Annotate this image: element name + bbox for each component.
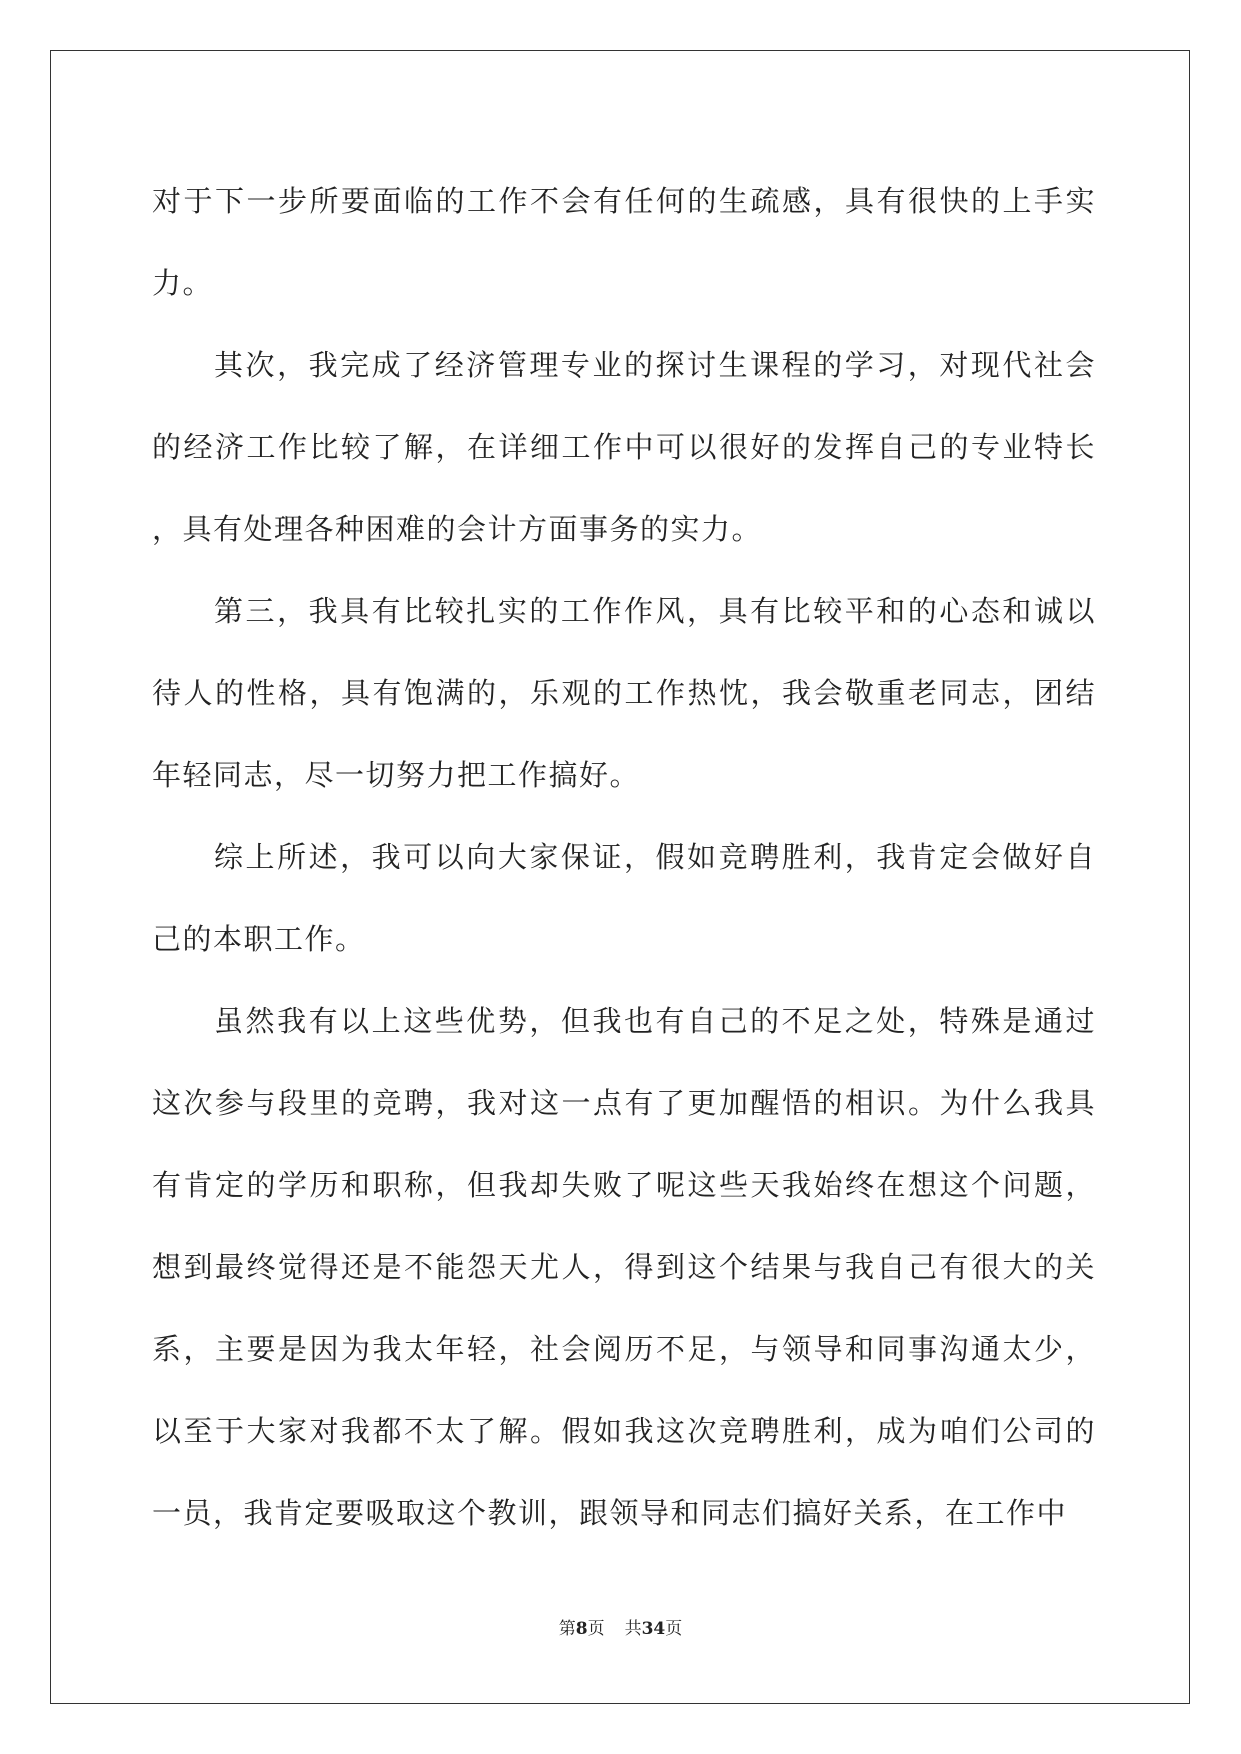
total-label-prefix: 共 xyxy=(624,1619,642,1639)
page-footer xyxy=(0,1614,1241,1639)
page-label-prefix: 第 xyxy=(558,1619,576,1639)
document-body xyxy=(152,160,1096,1554)
paragraph: 对于下一步所要面临的工作不会有任何的生疏感，具有很快的上手实力。 xyxy=(152,184,1096,300)
paragraph: 第三，我具有比较扎实的工作作风，具有比较平和的心态和诚以待人的性格，具有饱满的，乐观的工作热忱，我会敬重老同志，团结年轻同志，尽一切努力把工作搞好。 xyxy=(152,594,1096,792)
paragraph: 其次，我完成了经济管理专业的探讨生课程的学习，对现代社会的经济工作比较了解，在详细工作中可以很好的发挥自己的专业特长，具有处理各种困难的会计方面事务的实力。 xyxy=(152,348,1096,546)
paragraph: 虽然我有以上这些优势，但我也有自己的不足之处，特殊是通过这次参与段里的竞聘，我对这一点有了更加醒悟的相识。为什么我具有肯定的学历和职称，但我却失败了呢这些天我始终在想这个问题，想到最终觉得还是不能怨天尤人，得到这个结果与我自己有很大的关系，主要是因为我太年轻，社会阅历不足，与领导和同事沟通太少，以至于大家对我都不太了解。假如我这次竞聘胜利，成为咱们公司的一员，我肯定要吸取这个教训，跟领导和同志们搞好关系，在工作中 xyxy=(152,1004,1096,1530)
paragraph: 综上所述，我可以向大家保证，假如竞聘胜利，我肯定会做好自己的本职工作。 xyxy=(152,840,1096,956)
page-number: 8 xyxy=(575,1619,588,1639)
total-pages: 34 xyxy=(641,1619,666,1639)
total-label-suffix: 页 xyxy=(665,1619,683,1639)
page-label-suffix: 页 xyxy=(587,1619,605,1639)
